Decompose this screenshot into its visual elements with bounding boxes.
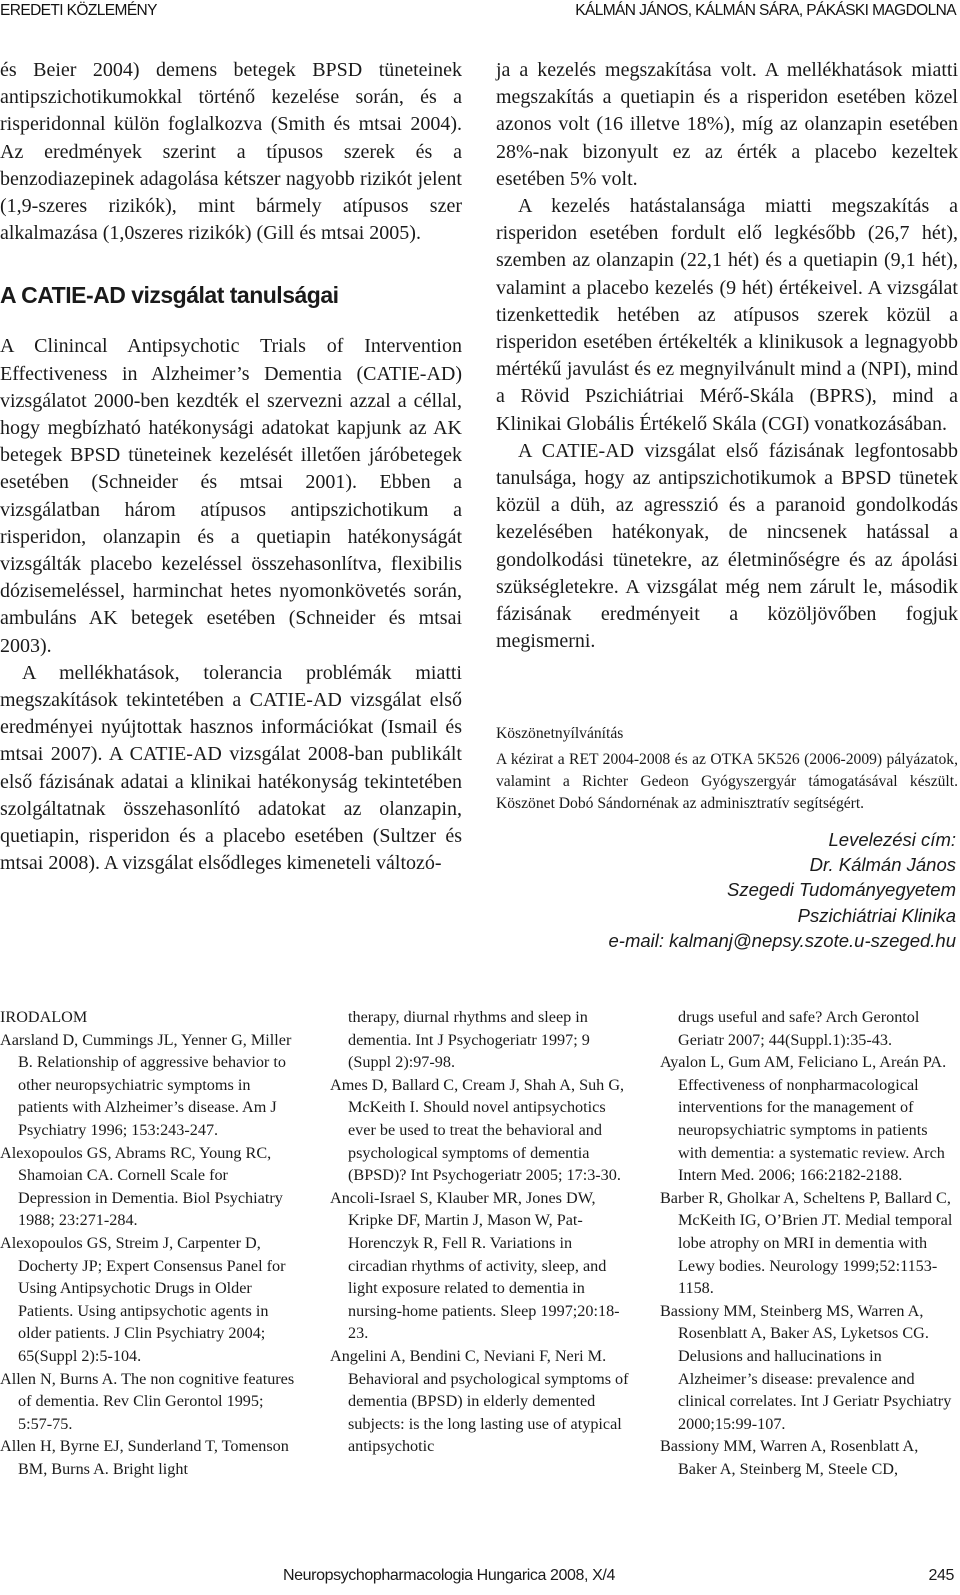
correspondence-email: e-mail: kalmanj@nepsy.szote.u-szeged.hu: [608, 929, 956, 951]
references-title: IRODALOM: [0, 1008, 88, 1026]
reference-item: Alexopoulos GS, Streim J, Carpenter D, Docherty JP; Expert Consensus Panel for Using Antipsychotic Drugs in Older Patients. Using antipsychotic agents in older patients. J Clin Psychiatry 2004; 65(Suppl 2):5-104.: [0, 1233, 286, 1365]
correspondence-label: Levelezési cím:: [828, 829, 956, 850]
reference-item: Ames D, Ballard C, Cream J, Shah A, Suh G, McKeith I. Should novel antipsychotics ever be used to treat the behavioral and psychological symptoms of dementia (BPSD)? Int Psychogeriatr 2005; 17:3-30.: [330, 1075, 625, 1185]
section-title: A CATIE-AD vizsgálat tanulságai: [0, 282, 339, 309]
running-header-authors: KÁLMÁN JÁNOS, KÁLMÁN SÁRA, PÁKÁSKI MAGDOLNA: [575, 2, 956, 19]
paragraph: A CATIE-AD vizsgálat első fázisának legfontosabb tanulsága, hogy az antipszichotikumok a BPSD tünetek közül a düh, az agresszió és a paranoid gondolkodás kezelésében hatékonyak, de nincsenek hatással a gondolkodási tünetekre, az életminőségre és az ápolási szükségletekre. A vizsgálat még nem zárult le, második fázisának eredményeit a közöljövőben fogjuk megismerni.: [496, 439, 958, 653]
reference-item: Ancoli-Israel S, Klauber MR, Jones DW, Kripke DF, Martin J, Mason W, Pat-Horenczyk R, Fell R. Variations in circadian rhythms of activity, sleep, and light exposure related to dementia in nursing-home patients. Sleep 1997;20:18-23.: [330, 1188, 620, 1343]
paragraph: A mellékhatások, tolerancia problémák miatti megszakítások tekintetében a CATIE-AD vizsgálat első eredményei nyújtottak hasznos információkat (Ismail és mtsai 2007). A CATIE-AD vizsgálat 2008-ban publikált első fázisának adatai a klinikai hatékonyság tekintetében szolgáltatnak összehasonlító adatokat az olanzapin, quetiapin, risperidon és a placebo esetében (Sultzer és mtsai 2008). A vizsgálat elsődleges kimeneteli változó-: [0, 661, 462, 875]
reference-item: Allen N, Burns A. The non cognitive features of dementia. Rev Clin Gerontol 1995; 5:57-75.: [0, 1369, 295, 1433]
section-label: EREDETI KÖZLEMÉNY: [0, 2, 157, 19]
paragraph: ja a kezelés megszakítása volt. A mellékhatások miatti megszakítás a quetiapin és a risperidon esetében közel azonos volt (16 illetve 18%), míg az olanzapin esetében 28%-nak bizonyult ez az érték a placebo kezeltek esetében 5% volt.: [496, 59, 958, 190]
page-number: 245: [928, 1567, 954, 1584]
paragraph: A Clinincal Antipsychotic Trials of Intervention Effectiveness in Alzheimer’s Dementia (CATIE-AD) vizsgálatot 2000-ben kezdték el szervezni azzal a céllal, hogy megbízható hatékonysági adatokat kapjunk az AK betegek BPSD tüneteinek kezelését illetően járóbetegek esetében (Schneider és mtsai 2001). Ebben a vizsgálatban három atípusos antipszichotikum a risperidon, olanzapin és a quetiapin hatékonyságát vizsgálták placebo kezeléssel összehasonlítva, flexibilis dózisemeléssel, harminchat hetes nyomonkövetés során, ambuláns AK betegek esetében (Schneider és mtsai 2003).: [0, 335, 462, 657]
reference-item: Barber R, Gholkar A, Scheltens P, Ballard C, McKeith IG, O’Brien JT. Medial temporal lobe atrophy on MRI in dementia with Lewy bodies. Neurology 1999;52:1153-1158.: [660, 1188, 953, 1298]
correspondence-institution: Szegedi Tudományegyetem: [727, 879, 956, 901]
references-column-2: [330, 1006, 630, 1458]
correspondence-name: Dr. Kálmán János: [809, 854, 956, 876]
reference-item-continued: drugs useful and safe? Arch Gerontol Geriatr 2007; 44(Suppl.1):35-43.: [678, 1008, 920, 1049]
references-column-1: [0, 1006, 300, 1480]
reference-item: Aarsland D, Cummings JL, Yenner G, Miller B. Relationship of aggressive behavior to other neuropsychiatric symptoms in patients with Alzheimer’s disease. Am J Psychiatry 1996; 153:243-247.: [0, 1030, 292, 1139]
acknowledgement-text: A kézirat a RET 2004-2008 és az OTKA 5K526 (2006-2009) pályázatok, valamint a Richter Gedeon Gyógyszergyár támogatásával készült. Köszönet Dobó Sándornénak az adminisztratív segítségért.: [496, 751, 958, 812]
reference-item-continued: therapy, diurnal rhythms and sleep in dementia. Int J Psychogeriatr 1997; 9 (Suppl 2):97-98.: [348, 1008, 590, 1072]
journal-footer: Neuropsychopharmacologia Hungarica 2008, X/4: [283, 1567, 615, 1584]
paragraph: A kezelés hatástalansága miatti megszakítás a risperidon esetében fordult elő legkésőbb (26,7 hét), szemben az olanzapin (22,1 hét) és a quetiapin (9,1 hét), valamint a placebo kezelés (9 hét) értékeivel. A vizsgálat tizenkettedik hetében az atípusos szerek közül a risperidon esetében értékelték a klinikusok a legnagyobb mértékű javulást és ez megnyilvánult mind a (NPI), mind a Rövid Pszichiátriai Mérő-Skála (BPRS), mind a Klinikai Globális Értékelő Skála (CGI) vonatkozásában.: [496, 195, 958, 435]
correspondence-address: [609, 827, 957, 953]
acknowledgement-title: Köszönetnyílvánítás: [496, 725, 624, 742]
reference-item: Allen H, Byrne EJ, Sunderland T, Tomenson BM, Burns A. Bright light: [0, 1437, 289, 1478]
references-column-3: [660, 1006, 956, 1480]
left-column: [0, 57, 462, 877]
reference-item: Bassiony MM, Steinberg MS, Warren A, Rosenblatt A, Baker AS, Lyketsos CG. Delusions and hallucinations in Alzheimer’s disease: prevalence and clinical correlates. Int J Geriatr Psychiatry 2000;15:99-107.: [660, 1301, 952, 1433]
reference-item: Ayalon L, Gum AM, Feliciano L, Areán PA. Effectiveness of nonpharmacological interventions for the management of neuropsychiatric symptoms in patients with dementia: a systematic review. Arch Intern Med. 2006; 166:2182-2188.: [660, 1053, 947, 1185]
paragraph: és Beier 2004) demens betegek BPSD tüneteinek antipszichotikumokkal történő kezelése során, és a risperidonnal külön foglalkozva (Smith és mtsai 2004). Az eredmények szerint a típusos szerek és a benzodiazepinek adagolása kétszer nagyobb rizikót jelent (1,9-szeres rizikók), mint bármely atípusos szer alkalmazása (1,0szeres rizikók) (Gill és mtsai 2005).: [0, 59, 462, 245]
right-column: [496, 57, 958, 655]
correspondence-department: Pszichiátriai Klinika: [797, 904, 956, 926]
reference-item: Alexopoulos GS, Abrams RC, Young RC, Shamoian CA. Cornell Scale for Depression in Dementia. Biol Psychiatry 1988; 23:271-284.: [0, 1143, 283, 1230]
reference-item: Bassiony MM, Warren A, Rosenblatt A, Baker A, Steinberg M, Steele CD,: [660, 1437, 919, 1478]
reference-item: Angelini A, Bendini C, Neviani F, Neri M. Behavioral and psychological symptoms of dementia (BPSD) in elderly demented subjects: is the long lasting use of atypical antipsychotic: [330, 1346, 629, 1456]
acknowledgement: [496, 723, 958, 815]
